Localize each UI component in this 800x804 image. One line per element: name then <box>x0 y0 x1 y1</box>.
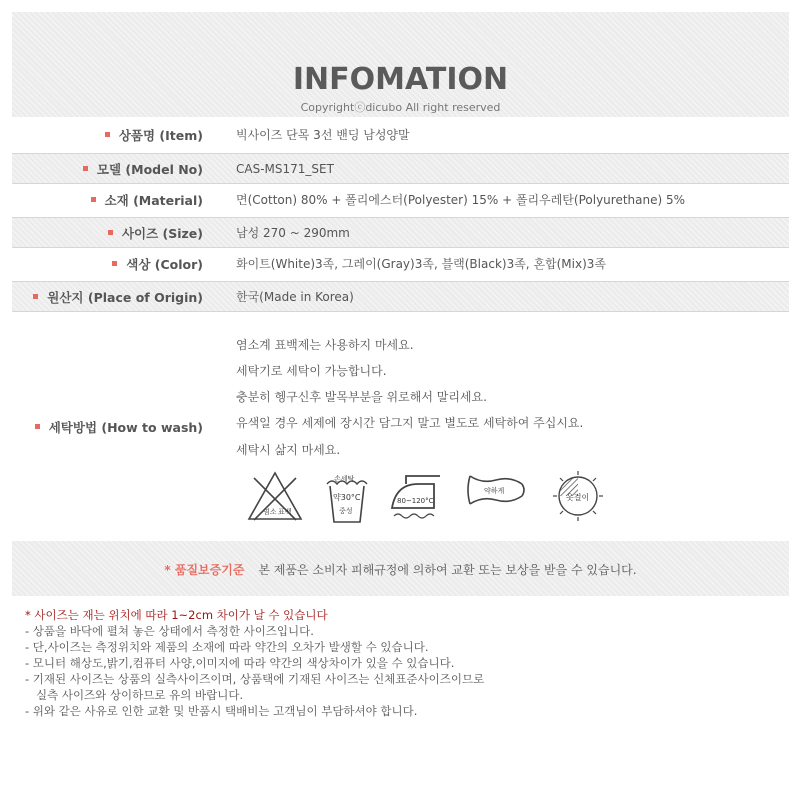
iron-icon <box>388 470 446 522</box>
bullet-icon <box>83 166 88 171</box>
size-warning: * 사이즈는 재는 위치에 따라 1~2cm 차이가 날 수 있습니다 <box>25 608 328 622</box>
bullet-icon <box>108 230 113 235</box>
quality-line <box>12 561 789 578</box>
info-row-color <box>12 249 789 280</box>
icon-text: 80~120°C <box>397 497 434 505</box>
shade-dry-icon <box>552 470 604 522</box>
row-label <box>33 282 203 313</box>
wash-line: 세탁기로 세탁이 가능합니다. <box>236 364 387 378</box>
row-label-text: 모델 (Model No) <box>96 162 203 177</box>
row-label-text: 원산지 (Place of Origin) <box>47 290 203 305</box>
hand-wash-icon <box>324 470 370 526</box>
note-line: 실측 사이즈와 상이하므로 유의 바랍니다. <box>25 688 244 702</box>
info-row-origin <box>12 281 789 312</box>
row-label-text: 상품명 (Item) <box>118 128 203 143</box>
row-label <box>105 120 203 151</box>
row-label-text: 사이즈 (Size) <box>121 226 203 241</box>
info-row-model <box>12 153 789 184</box>
row-value: 빅사이즈 단목 3선 밴딩 남성양말 <box>236 128 410 142</box>
bullet-icon <box>112 261 117 266</box>
row-value: 면(Cotton) 80% + 폴리에스터(Polyester) 15% + 폴리우레탄(Polyurethane) 5% <box>236 193 686 207</box>
quality-text: 본 제품은 소비자 피해규정에 의하여 교환 또는 보상을 받을 수 있습니다. <box>258 563 637 577</box>
info-row-material <box>12 185 789 216</box>
info-header <box>12 12 789 117</box>
icon-text: 약하게 <box>484 487 505 495</box>
icon-text: 표백 <box>278 508 292 516</box>
bullet-icon <box>91 197 96 202</box>
wash-label-text: 세탁방법 (How to wash) <box>48 420 203 435</box>
note-line: - 위와 같은 사유로 인한 교환 및 반품시 택배비는 고객님이 부담하셔야 합니다. <box>25 704 418 718</box>
row-value: 한국(Made in Korea) <box>236 290 354 304</box>
row-value: 남성 270 ~ 290mm <box>236 226 350 240</box>
icon-text: 약30°C <box>333 493 361 502</box>
gentle-wring-icon <box>464 470 528 510</box>
wash-line: 세탁시 삶지 마세요. <box>236 443 341 457</box>
row-value: CAS-MS171_SET <box>236 162 334 176</box>
info-row-item <box>12 120 789 151</box>
row-label <box>112 249 203 280</box>
bullet-icon <box>35 424 40 429</box>
size-notes <box>25 607 484 719</box>
bullet-icon <box>105 132 110 137</box>
wash-line: 유색일 경우 세제에 장시간 담그지 말고 별도로 세탁하여 주십시요. <box>236 416 584 430</box>
copyright-text: Copyrightⓒdicubo All right reserved <box>300 101 501 114</box>
wash-line: 충분히 헹구신후 발목부분을 위로해서 말리세요. <box>236 390 487 404</box>
wash-label <box>35 412 203 443</box>
icon-text: 손세탁 <box>334 475 355 483</box>
row-label-text: 색상 (Color) <box>126 257 203 272</box>
bullet-icon <box>33 294 38 299</box>
wash-section <box>12 328 789 528</box>
no-bleach-icon <box>246 470 304 522</box>
info-row-size <box>12 217 789 248</box>
row-label <box>108 218 203 249</box>
icon-text: 염소 <box>263 508 277 516</box>
quality-heading: * 품질보증기준 <box>164 563 245 577</box>
care-icons <box>236 470 596 530</box>
row-label <box>91 185 203 216</box>
note-line: - 모니터 해상도,밝기,컴퓨터 사양,이미지에 따라 약간의 색상차이가 있을 수 있습니다. <box>25 656 455 670</box>
page-title: INFOMATION <box>292 62 509 97</box>
icon-text: 옷걸이 <box>566 493 590 502</box>
note-line: - 기재된 사이즈는 상품의 실측사이즈이며, 상품택에 기재된 사이즈는 신체표준사이즈이므로 <box>25 672 485 686</box>
note-line: - 단,사이즈는 측정위치와 제품의 소재에 따라 약간의 오차가 발생할 수 있습니다. <box>25 640 429 654</box>
row-value: 화이트(White)3족, 그레이(Gray)3족, 블랙(Black)3족, 혼합(Mix)3족 <box>236 257 607 271</box>
icon-text: 중성 <box>339 507 353 515</box>
wash-line: 염소계 표백제는 사용하지 마세요. <box>236 338 414 352</box>
row-label <box>83 154 203 185</box>
note-line: - 상품을 바닥에 펼쳐 놓은 상태에서 측정한 사이즈입니다. <box>25 624 314 638</box>
row-label-text: 소재 (Material) <box>104 193 203 208</box>
quality-guarantee-banner <box>12 541 789 596</box>
